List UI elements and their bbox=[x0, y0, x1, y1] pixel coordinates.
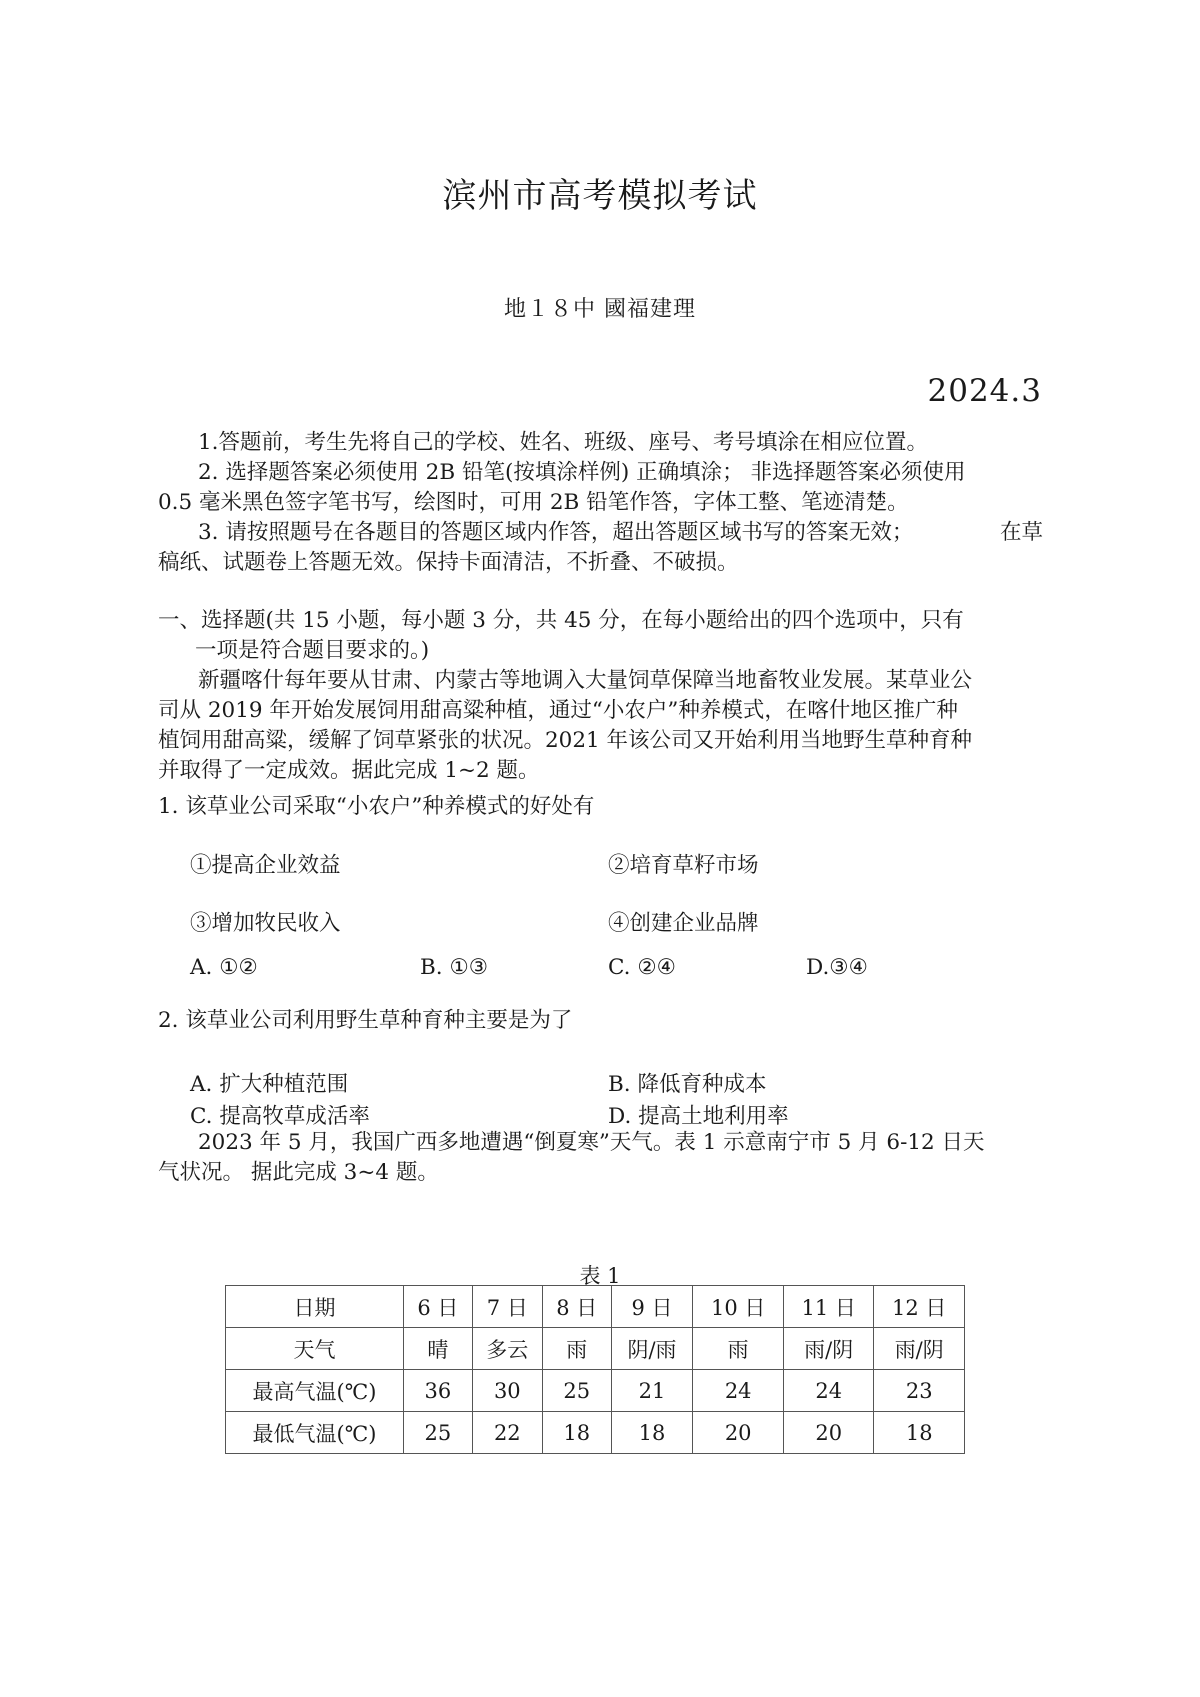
q2-stem: 2. 该草业公司利用野生草种育种主要是为了 bbox=[158, 1008, 573, 1033]
table-cell: 晴 bbox=[404, 1328, 473, 1370]
instruction-2-cont: 0.5 毫米黑色签字笔书写，绘图时，可用 2B 铅笔作答，字体工整、笔迹清楚。 bbox=[158, 490, 909, 515]
q2-option-d: D. 提高土地利用率 bbox=[608, 1104, 789, 1129]
table-cell: 25 bbox=[542, 1370, 611, 1412]
q1-item-1: ①提高企业效益 bbox=[190, 853, 341, 878]
table-cell: 雨 bbox=[693, 1328, 784, 1370]
table-cell: 8 日 bbox=[542, 1286, 611, 1328]
table-row bbox=[226, 1370, 965, 1412]
table-cell: 24 bbox=[693, 1370, 784, 1412]
q2-option-a: A. 扩大种植范围 bbox=[190, 1072, 349, 1097]
table-row-header: 日期 bbox=[226, 1286, 404, 1328]
table-cell: 多云 bbox=[472, 1328, 542, 1370]
table-cell: 阴/雨 bbox=[611, 1328, 693, 1370]
table-cell: 20 bbox=[693, 1412, 784, 1454]
passage1-line-1: 新疆喀什每年要从甘肃、内蒙古等地调入大量饲草保障当地畜牧业发展。某草业公 bbox=[198, 668, 973, 693]
table-cell: 10 日 bbox=[693, 1286, 784, 1328]
table-cell: 23 bbox=[874, 1370, 965, 1412]
q1-option-d: D.③④ bbox=[806, 955, 868, 980]
exam-date: 2024.3 bbox=[927, 373, 1042, 409]
table-cell: 雨/阴 bbox=[874, 1328, 965, 1370]
instruction-3: 3. 请按照题号在各题目的答题区域内作答，超出答题区域书写的答案无效； bbox=[198, 520, 914, 545]
table-cell: 25 bbox=[404, 1412, 473, 1454]
instruction-3-tail: 在草 bbox=[1000, 520, 1044, 545]
q1-stem: 1. 该草业公司采取“小农户”种养模式的好处有 bbox=[158, 794, 595, 819]
q2-option-b: B. 降低育种成本 bbox=[608, 1072, 767, 1097]
table-cell: 18 bbox=[874, 1412, 965, 1454]
table-cell: 9 日 bbox=[611, 1286, 693, 1328]
table-cell: 雨 bbox=[542, 1328, 611, 1370]
q1-option-a: A. ①② bbox=[190, 955, 258, 980]
q1-item-3: ③增加牧民收入 bbox=[190, 911, 341, 936]
table-cell: 24 bbox=[783, 1370, 874, 1412]
table-cell: 12 日 bbox=[874, 1286, 965, 1328]
table-cell: 18 bbox=[611, 1412, 693, 1454]
q1-item-4: ④创建企业品牌 bbox=[608, 911, 759, 936]
table-row-header: 最高气温(℃) bbox=[226, 1370, 404, 1412]
table-cell: 30 bbox=[472, 1370, 542, 1412]
passage1-line-4: 并取得了一定成效。据此完成 1~2 题。 bbox=[158, 758, 540, 783]
q1-item-2: ②培育草籽市场 bbox=[608, 853, 759, 878]
table-row bbox=[226, 1286, 965, 1328]
table-cell: 11 日 bbox=[783, 1286, 874, 1328]
table-cell: 18 bbox=[542, 1412, 611, 1454]
table-cell: 雨/阴 bbox=[783, 1328, 874, 1370]
exam-title: 滨州市高考模拟考试 bbox=[442, 176, 758, 216]
passage2-line-1: 2023 年 5 月，我国广西多地遭遇“倒夏寒”天气。表 1 示意南宁市 5 月 6-12 日天 bbox=[198, 1130, 985, 1155]
exam-subtitle: 地１８中 國福建理 bbox=[504, 297, 696, 322]
q1-option-c: C. ②④ bbox=[608, 955, 676, 980]
instruction-1: 1.答题前，考生先将自己的学校、姓名、班级、座号、考号填涂在相应位置。 bbox=[198, 430, 929, 455]
table-row-header: 天气 bbox=[226, 1328, 404, 1370]
table-caption: 表 1 bbox=[579, 1264, 621, 1288]
table-cell: 20 bbox=[783, 1412, 874, 1454]
table-row-header: 最低气温(℃) bbox=[226, 1412, 404, 1454]
section-heading: 一、选择题(共 15 小题，每小题 3 分，共 45 分，在每小题给出的四个选项中，只有 bbox=[158, 608, 964, 633]
table-row bbox=[226, 1412, 965, 1454]
instruction-3-cont: 稿纸、试题卷上答题无效。保持卡面清洁，不折叠、不破损。 bbox=[158, 550, 739, 575]
instruction-2: 2. 选择题答案必须使用 2B 铅笔(按填涂样例) 正确填涂； 非选择题答案必须使用 bbox=[198, 460, 966, 485]
q1-option-b: B. ①③ bbox=[420, 955, 489, 980]
section-heading-cont: 一项是符合题目要求的。) bbox=[195, 638, 430, 663]
table-cell: 6 日 bbox=[404, 1286, 473, 1328]
table-cell: 21 bbox=[611, 1370, 693, 1412]
table-cell: 22 bbox=[472, 1412, 542, 1454]
passage2-line-2: 气状况。 据此完成 3~4 题。 bbox=[158, 1160, 439, 1185]
table-row bbox=[226, 1328, 965, 1370]
q2-option-c: C. 提高牧草成活率 bbox=[190, 1104, 370, 1129]
weather-table bbox=[225, 1285, 965, 1454]
table-cell: 36 bbox=[404, 1370, 473, 1412]
passage1-line-3: 植饲用甜高粱，缓解了饲草紧张的状况。2021 年该公司又开始利用当地野生草种育种 bbox=[158, 728, 973, 753]
passage1-line-2: 司从 2019 年开始发展饲用甜高粱种植，通过“小农户”种养模式，在喀什地区推广种 bbox=[158, 698, 958, 723]
table-cell: 7 日 bbox=[472, 1286, 542, 1328]
